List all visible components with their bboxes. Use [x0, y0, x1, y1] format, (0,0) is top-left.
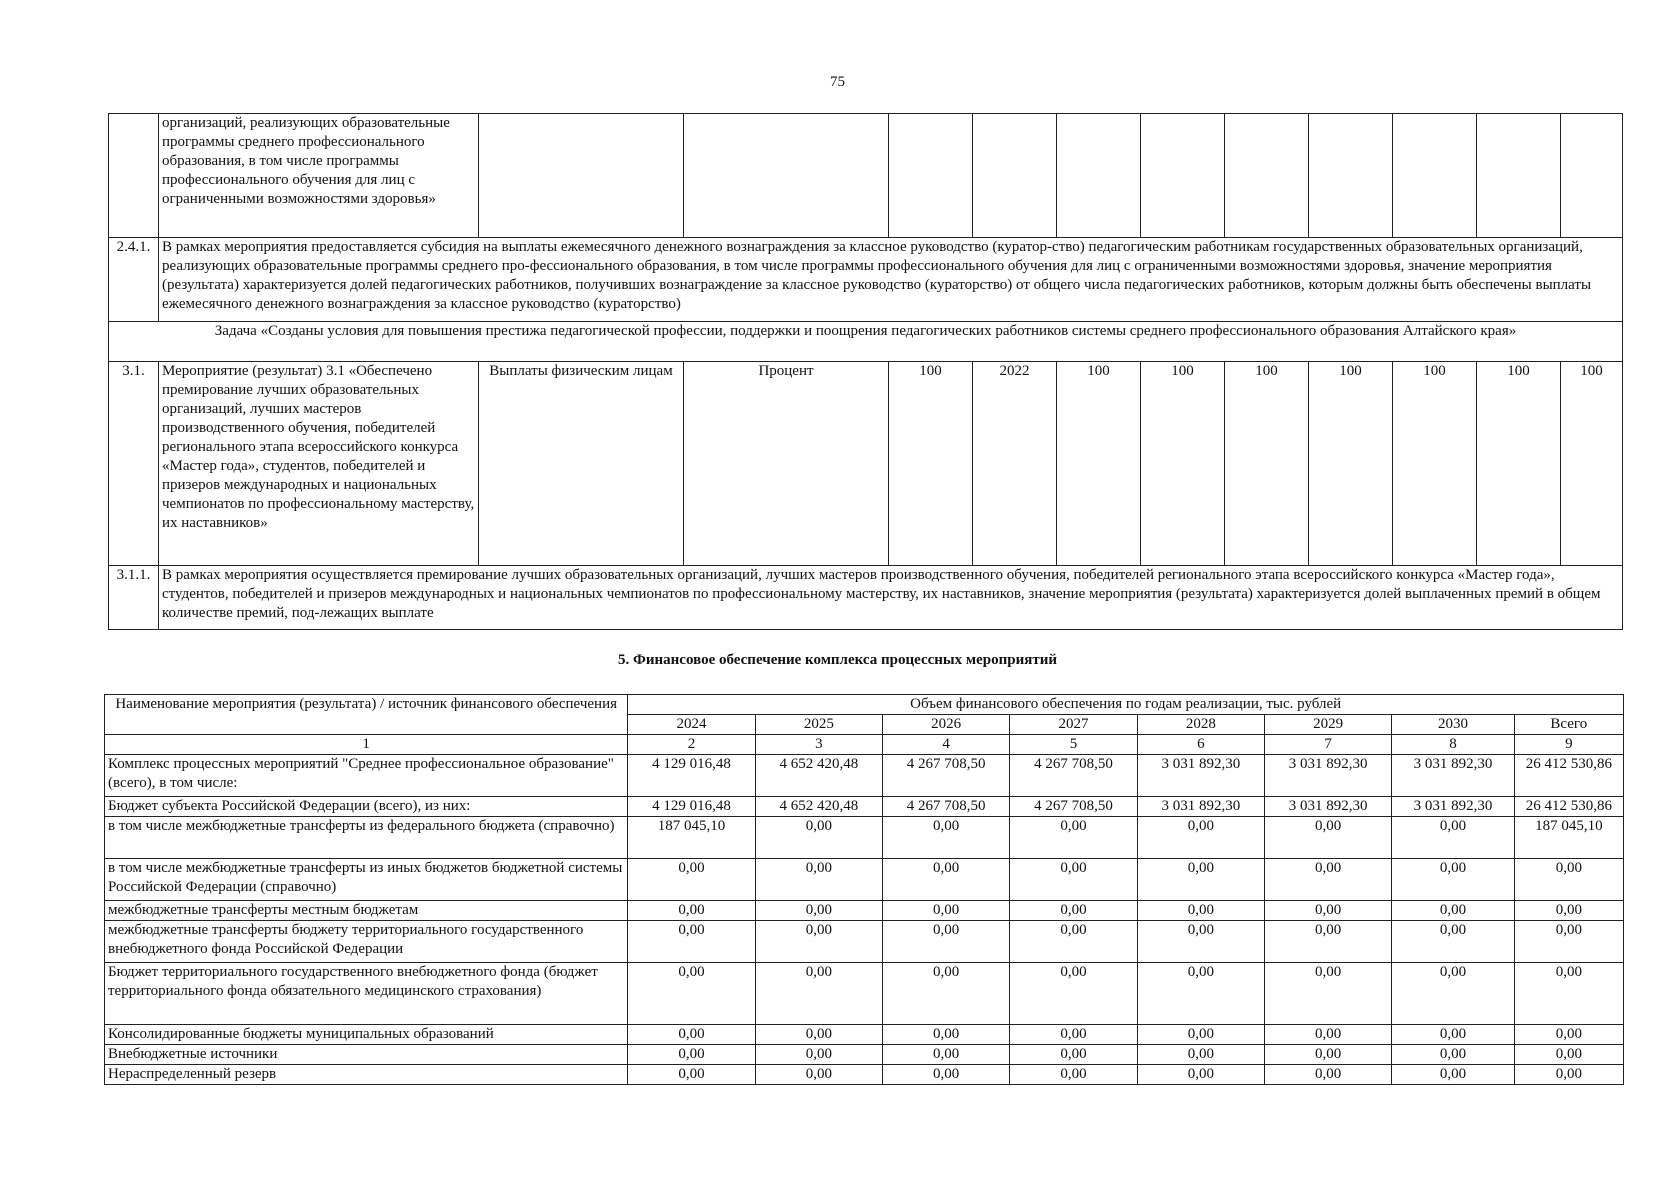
column-number: 3: [755, 735, 882, 755]
year-amount: 0,00: [1010, 921, 1137, 963]
total-value: 0,00: [1514, 1045, 1623, 1065]
header-name: Наименование мероприятия (результата) / источник финансового обеспечения: [105, 695, 628, 735]
row-number: 2.4.1.: [109, 238, 159, 322]
year-value: 100: [1393, 362, 1477, 566]
source-name: Нераспределенный резерв: [105, 1065, 628, 1085]
source-name: межбюджетные трансферты местным бюджетам: [105, 901, 628, 921]
table-row: [105, 901, 1624, 921]
table-row: [105, 921, 1624, 963]
finance-body: [105, 755, 1624, 1085]
year-amount: 3 031 892,30: [1137, 797, 1264, 817]
year-amount: 3 031 892,30: [1137, 755, 1264, 797]
year-amount: 0,00: [628, 1025, 755, 1045]
year-value: 100: [1141, 362, 1225, 566]
total-value: 0,00: [1514, 901, 1623, 921]
total-value: 0,00: [1514, 921, 1623, 963]
year-amount: 0,00: [755, 1045, 882, 1065]
year-amount: 0,00: [1010, 901, 1137, 921]
total-value: 0,00: [1514, 1065, 1623, 1085]
year-amount: 0,00: [755, 963, 882, 1025]
results-table: [108, 113, 1623, 630]
year-amount: 0,00: [628, 901, 755, 921]
table-row: [105, 797, 1624, 817]
year-amount: 0,00: [628, 1065, 755, 1085]
year-amount: 0,00: [883, 1045, 1010, 1065]
source-name: Комплекс процессных мероприятий "Среднее профессиональное образование" (всего), в том числе:: [105, 755, 628, 797]
year-amount: 0,00: [1137, 963, 1264, 1025]
year-amount: 0,00: [1137, 859, 1264, 901]
measure-name-continued: организаций, реализующих образовательные программы среднего профессионального образования, в том числе программы профессионального обучения для лиц с ограниченными возможностями здоровья»: [159, 114, 479, 238]
finance-table: [104, 694, 1624, 1085]
year-amount: 0,00: [883, 1025, 1010, 1045]
total-value: 187 045,10: [1514, 817, 1623, 859]
column-number: 6: [1137, 735, 1264, 755]
table-row: [105, 755, 1624, 797]
year-amount: 0,00: [1137, 1025, 1264, 1045]
year-amount: 4 652 420,48: [755, 755, 882, 797]
header-row: [105, 695, 1624, 715]
year-amount: 0,00: [1392, 963, 1514, 1025]
table-row: [105, 1065, 1624, 1085]
table-row: [105, 963, 1624, 1025]
column-number: 8: [1392, 735, 1514, 755]
base-year: 2022: [973, 362, 1057, 566]
section-title: 5. Финансовое обеспечение комплекса процессных мероприятий: [618, 652, 1057, 668]
column-number: 5: [1010, 735, 1137, 755]
measure-description: В рамках мероприятия предоставляется субсидия на выплаты ежемесячного денежного вознаграждения за классное руководство (куратор-ство) педагогическим работникам государственных образовательных организаций, реализующих образовательные программы среднего про-фессионального образования, в том числе программы профессионального обучения для лиц с ограниченными возможностями здоровья, значение мероприятия (результата) характеризуется долей педагогических работников, получивших вознаграждение за классное руководство (кураторство) от общего числа педагогических работников, которым должны быть обеспечены выплаты ежемесячного денежного вознаграждения за классное руководство (кураторство): [159, 238, 1623, 322]
year-amount: 3 031 892,30: [1265, 755, 1392, 797]
source-name: Консолидированные бюджеты муниципальных образований: [105, 1025, 628, 1045]
year-amount: 0,00: [755, 859, 882, 901]
source-name: межбюджетные трансферты бюджету территориального государственного внебюджетного фонда Российской Федерации: [105, 921, 628, 963]
year-amount: 0,00: [628, 859, 755, 901]
year-amount: 0,00: [1265, 901, 1392, 921]
year-header: 2028: [1137, 715, 1264, 735]
year-amount: 0,00: [1265, 1025, 1392, 1045]
year-amount: 0,00: [628, 921, 755, 963]
table-row: [109, 566, 1623, 630]
year-amount: 0,00: [1265, 921, 1392, 963]
year-amount: 0,00: [628, 1045, 755, 1065]
row-number: 3.1.1.: [109, 566, 159, 630]
year-amount: 0,00: [1010, 963, 1137, 1025]
year-amount: 0,00: [1265, 1045, 1392, 1065]
table-row: [109, 238, 1623, 322]
year-amount: 0,00: [1265, 817, 1392, 859]
measure-type: Выплаты физическим лицам: [479, 362, 684, 566]
row-number: 3.1.: [109, 362, 159, 566]
year-value: 100: [1057, 362, 1141, 566]
year-value: 100: [1225, 362, 1309, 566]
year-amount: 0,00: [1010, 859, 1137, 901]
measure-description: В рамках мероприятия осуществляется премирование лучших образовательных организаций, лучших мастеров производственного обучения, победителей регионального этапа всероссийского конкурса «Мастер года», студентов, победителей и призеров международных и национальных чемпионатов по профессиональному мастерству, их наставников, значение мероприятия (результата) характеризуется долей выплаченных премий в общем количестве премий, под-лежащих выплате: [159, 566, 1623, 630]
year-amount: 0,00: [1265, 963, 1392, 1025]
year-header: 2025: [755, 715, 882, 735]
year-amount: 4 267 708,50: [1010, 755, 1137, 797]
year-amount: 0,00: [883, 921, 1010, 963]
table-row: [105, 859, 1624, 901]
year-amount: 0,00: [755, 1065, 882, 1085]
year-header: 2026: [883, 715, 1010, 735]
year-header: 2027: [1010, 715, 1137, 735]
total-value: 0,00: [1514, 1025, 1623, 1045]
base-value: 100: [889, 362, 973, 566]
column-number: 2: [628, 735, 755, 755]
year-amount: 4 267 708,50: [883, 755, 1010, 797]
table-row: [105, 817, 1624, 859]
year-amount: 3 031 892,30: [1265, 797, 1392, 817]
year-amount: 0,00: [1010, 1045, 1137, 1065]
year-amount: 0,00: [1392, 1065, 1514, 1085]
column-number-row: [105, 735, 1624, 755]
year-amount: 4 129 016,48: [628, 797, 755, 817]
year-amount: 0,00: [1265, 859, 1392, 901]
year-amount: 0,00: [1392, 1045, 1514, 1065]
year-header: 2030: [1392, 715, 1514, 735]
year-amount: 0,00: [1392, 817, 1514, 859]
year-header: 2024: [628, 715, 755, 735]
year-amount: 0,00: [883, 963, 1010, 1025]
year-amount: 0,00: [1392, 901, 1514, 921]
page-number: 75: [830, 74, 845, 90]
year-amount: 0,00: [1010, 817, 1137, 859]
source-name: в том числе межбюджетные трансферты из федерального бюджета (справочно): [105, 817, 628, 859]
total-value: 0,00: [1514, 859, 1623, 901]
year-amount: 0,00: [1137, 1065, 1264, 1085]
year-value: 100: [1561, 362, 1623, 566]
total-value: 26 412 530,86: [1514, 755, 1623, 797]
table-row: [105, 1045, 1624, 1065]
year-amount: 0,00: [1137, 817, 1264, 859]
table-row: [105, 1025, 1624, 1045]
year-amount: 0,00: [1265, 1065, 1392, 1085]
year-amount: 0,00: [1010, 1025, 1137, 1045]
year-amount: 0,00: [883, 859, 1010, 901]
total-value: 0,00: [1514, 963, 1623, 1025]
year-amount: 0,00: [755, 921, 882, 963]
year-amount: 3 031 892,30: [1392, 797, 1514, 817]
year-amount: 0,00: [883, 817, 1010, 859]
table-row: [109, 362, 1623, 566]
year-amount: 0,00: [1392, 1025, 1514, 1045]
year-amount: 0,00: [1137, 901, 1264, 921]
year-amount: 0,00: [883, 901, 1010, 921]
measure-name: Мероприятие (результат) 3.1 «Обеспечено премирование лучших образовательных организаций, лучших мастеров производственного обучения, победителей регионального этапа всероссийского конкурса «Мастер года», студентов, победителей и призеров международных и национальных чемпионатов по профессиональному мастерству, их наставников»: [159, 362, 479, 566]
year-amount: 0,00: [1010, 1065, 1137, 1085]
column-number: 7: [1265, 735, 1392, 755]
year-value: 100: [1309, 362, 1393, 566]
header-volume: Объем финансового обеспечения по годам реализации, тыс. рублей: [628, 695, 1624, 715]
column-number: 9: [1514, 735, 1623, 755]
year-amount: 0,00: [755, 817, 882, 859]
unit: Процент: [684, 362, 889, 566]
total-header: Всего: [1514, 715, 1623, 735]
year-amount: 0,00: [755, 1025, 882, 1045]
year-amount: 4 267 708,50: [883, 797, 1010, 817]
source-name: в том числе межбюджетные трансферты из иных бюджетов бюджетной системы Российской Федерации (справочно): [105, 859, 628, 901]
year-amount: 0,00: [1392, 859, 1514, 901]
column-number: 1: [105, 735, 628, 755]
source-name: Бюджет субъекта Российской Федерации (всего), из них:: [105, 797, 628, 817]
table-row: [109, 322, 1623, 362]
year-amount: 4 129 016,48: [628, 755, 755, 797]
year-header: 2029: [1265, 715, 1392, 735]
year-amount: 0,00: [1392, 921, 1514, 963]
year-amount: 0,00: [1137, 921, 1264, 963]
total-value: 26 412 530,86: [1514, 797, 1623, 817]
table-row: [109, 114, 1623, 238]
column-number: 4: [883, 735, 1010, 755]
year-amount: 4 652 420,48: [755, 797, 882, 817]
source-name: Внебюджетные источники: [105, 1045, 628, 1065]
year-value: 100: [1477, 362, 1561, 566]
year-amount: 0,00: [628, 963, 755, 1025]
year-amount: 0,00: [755, 901, 882, 921]
source-name: Бюджет территориального государственного внебюджетного фонда (бюджет территориального фонда обязательного медицинского страхования): [105, 963, 628, 1025]
year-amount: 3 031 892,30: [1392, 755, 1514, 797]
year-amount: 187 045,10: [628, 817, 755, 859]
year-amount: 4 267 708,50: [1010, 797, 1137, 817]
task-heading: Задача «Созданы условия для повышения престижа педагогической профессии, поддержки и поощрения педагогических работников системы среднего профессионального образования Алтайского края»: [109, 322, 1623, 362]
year-amount: 0,00: [1137, 1045, 1264, 1065]
year-amount: 0,00: [883, 1065, 1010, 1085]
